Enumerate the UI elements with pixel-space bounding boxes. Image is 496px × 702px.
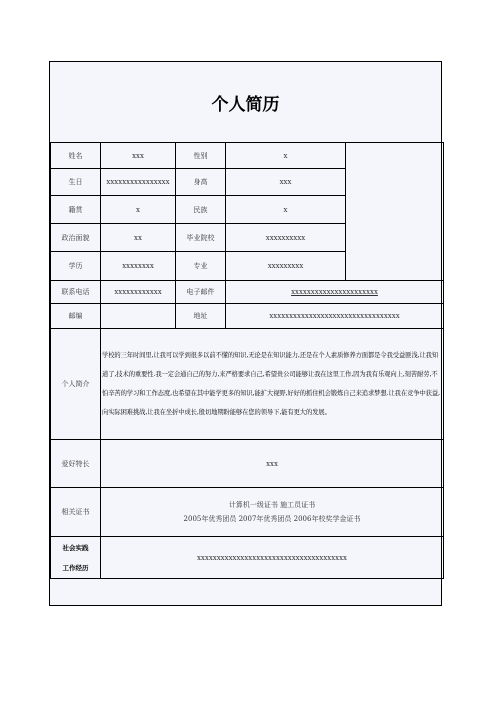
address-label: 地址	[176, 304, 226, 329]
name-label: 姓名	[51, 143, 101, 169]
row-name	[51, 143, 444, 169]
certs-value	[101, 488, 444, 537]
resume-sheet	[49, 61, 442, 606]
degree-value: xxxxxxxx	[101, 252, 176, 281]
name-value: xxx	[101, 143, 176, 169]
resume-table	[50, 142, 444, 579]
major-value: xxxxxxxxx	[226, 252, 346, 281]
degree-label: 学历	[51, 252, 101, 281]
page-title: 个人简历	[211, 94, 280, 115]
row-intro	[51, 329, 444, 440]
certs-line-2: 2005年优秀团员 2007年优秀团员 2006年校奖学金证书	[183, 515, 361, 523]
gender-value: x	[226, 143, 346, 169]
phone-label: 联系电话	[51, 281, 101, 304]
native-value: x	[101, 196, 176, 224]
address-value: xxxxxxxxxxxxxxxxxxxxxxxxxxxxxxxxx	[226, 304, 444, 329]
certs-line-1: 计算机一级证书 施工员证书	[228, 501, 316, 509]
gender-label: 性别	[176, 143, 226, 169]
zip-label: 邮编	[51, 304, 101, 329]
height-label: 身高	[176, 169, 226, 196]
ethnic-label: 民族	[176, 196, 226, 224]
major-label: 专业	[176, 252, 226, 281]
row-practice	[51, 537, 444, 579]
row-phone	[51, 281, 444, 304]
certs-label: 相关证书	[51, 488, 101, 537]
practice-value: xxxxxxxxxxxxxxxxxxxxxxxxxxxxxxxxxxxxxx	[101, 537, 444, 579]
ethnic-value: x	[226, 196, 346, 224]
phone-value: xxxxxxxxxxxx	[101, 281, 176, 304]
native-label: 籍贯	[51, 196, 101, 224]
height-value: xxx	[226, 169, 346, 196]
hobby-label: 爱好特长	[51, 440, 101, 488]
practice-label-line-1: 社会实践	[62, 543, 89, 552]
photo-box	[346, 143, 444, 281]
row-certs	[51, 488, 444, 537]
birth-label: 生日	[51, 169, 101, 196]
row-hobby	[51, 440, 444, 488]
hobby-value: xxx	[101, 440, 444, 488]
intro-label: 个人简介	[51, 329, 101, 440]
zip-value	[101, 304, 176, 329]
politics-label: 政治面貌	[51, 224, 101, 252]
email-label: 电子邮件	[176, 281, 226, 304]
politics-value: xx	[101, 224, 176, 252]
birth-value: xxxxxxxxxxxxxxxx	[101, 169, 176, 196]
practice-label-line-2: 工作经历	[62, 563, 89, 572]
row-address	[51, 304, 444, 329]
intro-text: 学校的三年时间里,让我可以学到很多以前不懂的知识,无论是在知识能力,还是在个人素质修养方面都是令我受益匪浅,让我知道了,技术的重要性.我一定会通自己的努力,来严格要求自己,希望贵公司能够让我在这里工作,因为我有乐观向上,刻苦耐劳,不怕辛苦的学习和工作态度,也希望在其中能学更多的知识,能扩大视野,好好的抓住机会锻炼自己来追求梦想.让我在竞争中获益,向实际困难挑战,让我在坐折中成长,殷切地期盼能够在您的领导下,能有更大的发展。	[101, 329, 444, 440]
email-value: xxxxxxxxxxxxxxxxxxxxxx	[226, 281, 444, 304]
school-label: 毕业院校	[176, 224, 226, 252]
practice-label	[51, 537, 101, 579]
school-value: xxxxxxxxxx	[226, 224, 346, 252]
